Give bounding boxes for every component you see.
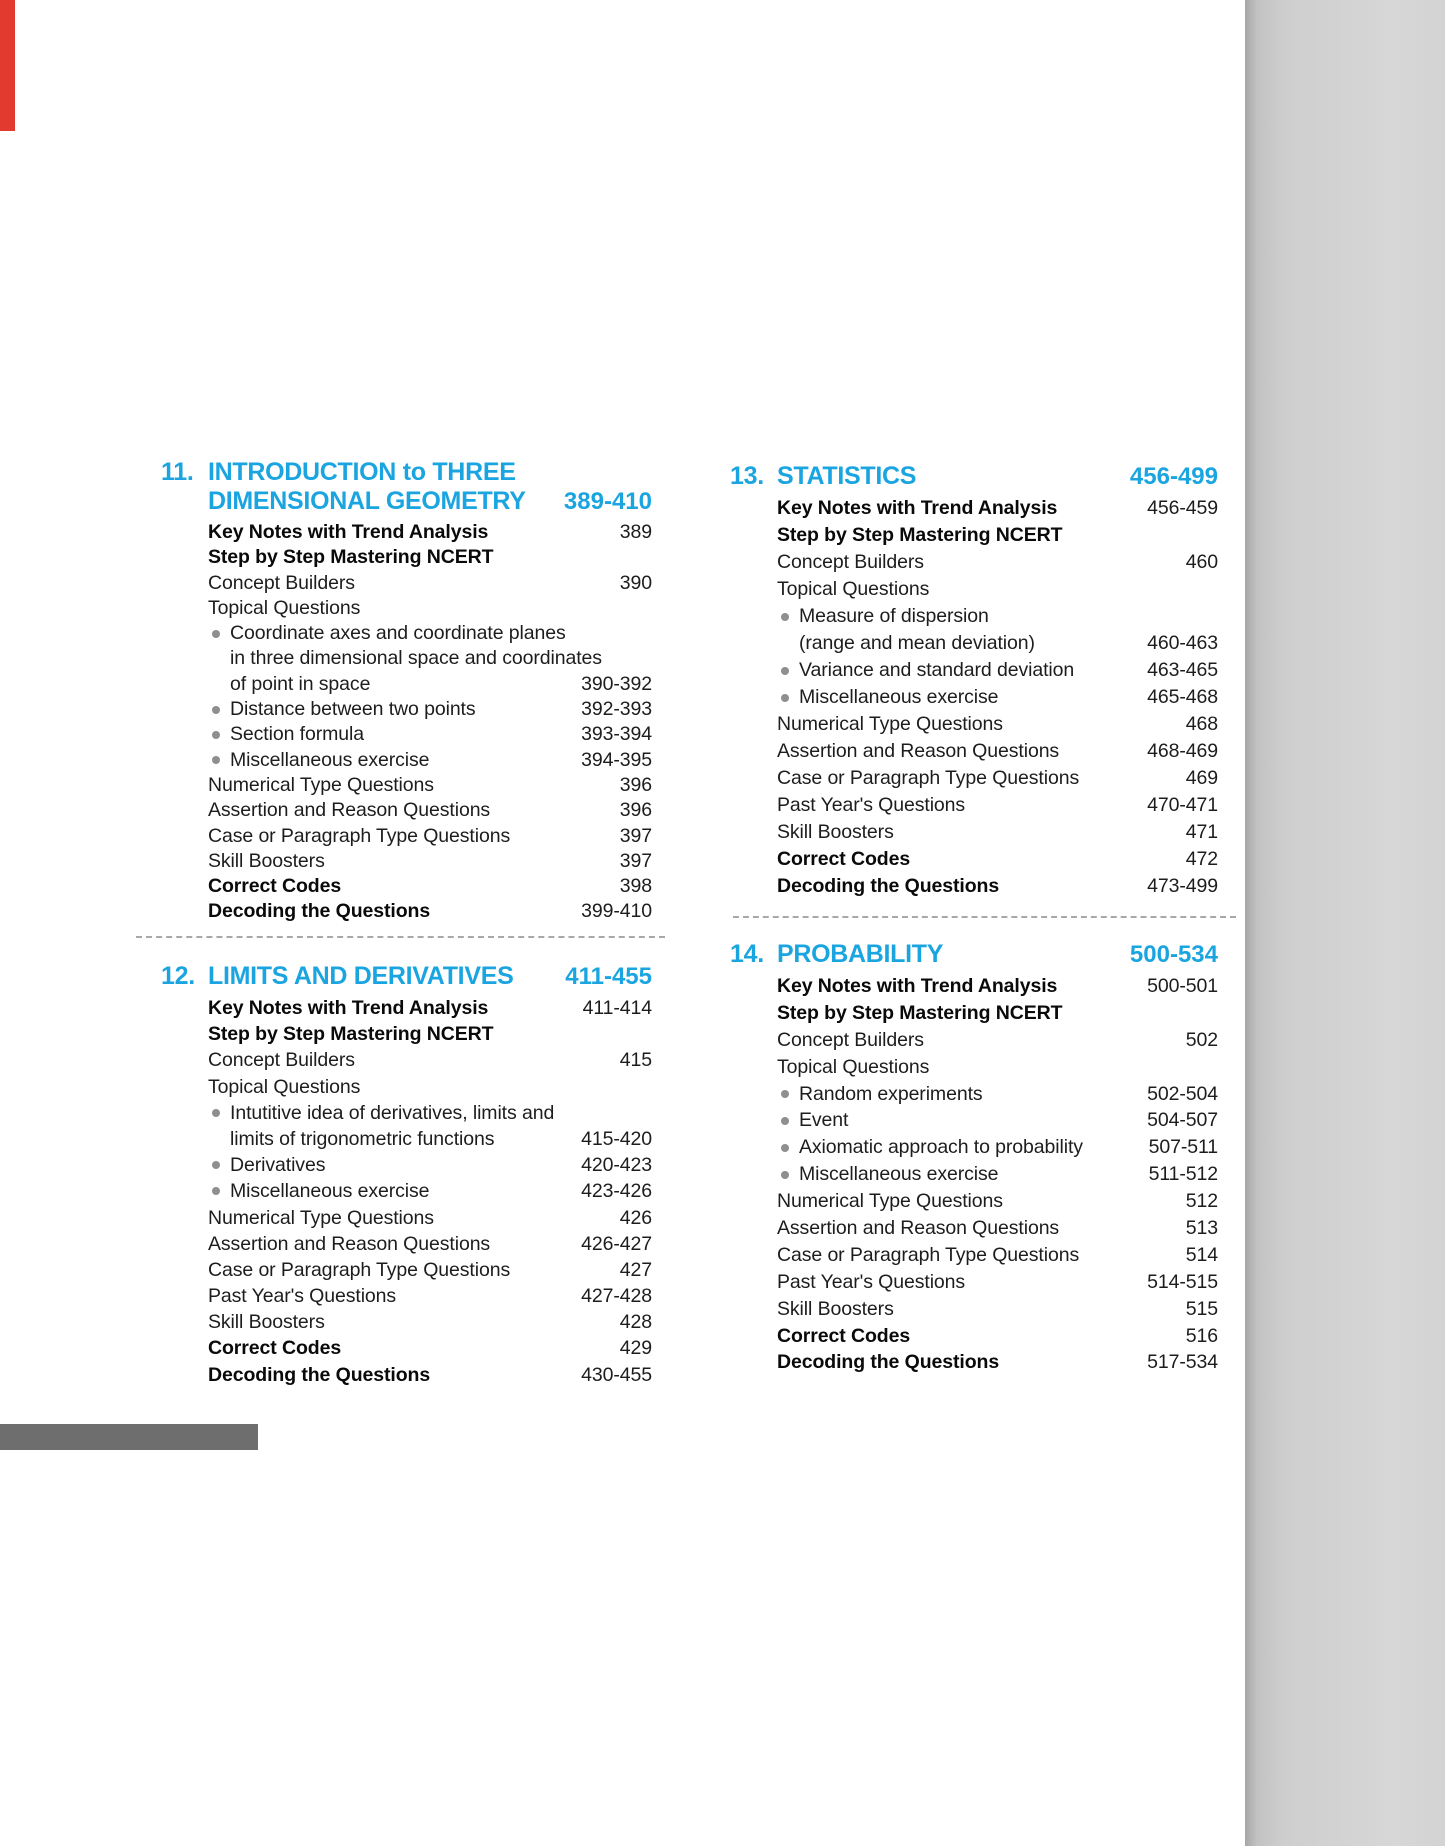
- footer-bar: [0, 1424, 258, 1450]
- bullet-icon: [212, 630, 220, 638]
- entry-label: Assertion and Reason Questions: [777, 1217, 1060, 1240]
- entry-page-numbers: 389: [619, 521, 652, 543]
- chapter-title-line: INTRODUCTION to THREE: [208, 458, 516, 486]
- toc-entry-row: [729, 1027, 1218, 1054]
- chapter-page-range: 389-410: [563, 488, 652, 515]
- toc-entry-row: [729, 1323, 1218, 1350]
- entry-page-numbers: 423-426: [581, 1180, 652, 1203]
- toc-entry-row: [160, 1257, 652, 1283]
- entry-page-numbers: 430-455: [581, 1363, 652, 1386]
- entry-label: Step by Step Mastering NCERT: [777, 524, 1063, 546]
- entry-label: Event: [777, 1107, 1218, 1134]
- entry-page-numbers: 471: [1185, 821, 1218, 843]
- toc-entry-row: [160, 1231, 652, 1257]
- entry-label: Key Notes with Trend Analysis: [777, 975, 1058, 997]
- chapter-block: [160, 962, 652, 1388]
- chapter-page-range: 500-534: [1129, 941, 1218, 968]
- entry-label: of point in space: [230, 672, 371, 695]
- entry-label: Miscellaneous exercise: [777, 684, 1218, 711]
- toc-entry-row: [160, 798, 652, 823]
- entry-label: Numerical Type Questions: [208, 773, 434, 796]
- toc-entry-row: [160, 1152, 652, 1178]
- toc-entry-row: [160, 596, 652, 621]
- entry-label: Miscellaneous exercise: [777, 1161, 1218, 1188]
- entry-page-numbers: 398: [619, 875, 652, 898]
- chapter-entries: [160, 995, 652, 1388]
- entry-page-numbers: 514-515: [1147, 1270, 1218, 1293]
- entry-label: Numerical Type Questions: [777, 713, 1003, 735]
- bullet-icon: [212, 706, 220, 714]
- entry-label: Decoding the Questions: [777, 1351, 1000, 1374]
- entry-label: Variance and standard deviation: [777, 657, 1218, 684]
- bullet-icon: [781, 1171, 789, 1179]
- chapter-title-line: STATISTICS: [777, 462, 917, 490]
- entry-label: Section formula: [208, 722, 652, 747]
- chapter-entries: [729, 973, 1218, 1376]
- bullet-icon: [212, 1161, 220, 1169]
- bullet-icon: [212, 731, 220, 739]
- toc-entry-row: [729, 603, 1218, 630]
- toc-entry-row: [160, 849, 652, 874]
- chapter-block: [729, 462, 1218, 900]
- entry-label: Concept Builders: [777, 1028, 924, 1051]
- bullet-icon: [781, 667, 789, 675]
- entry-label: Miscellaneous exercise: [208, 1178, 652, 1204]
- toc-entry-row: [729, 495, 1218, 522]
- toc-entry-row: [729, 657, 1218, 684]
- entry-page-numbers: 463-465: [1147, 659, 1218, 681]
- toc-entry-row: [729, 819, 1218, 846]
- entry-page-numbers: 390: [619, 571, 652, 594]
- toc-entry-row: [160, 646, 652, 671]
- entry-label: Step by Step Mastering NCERT: [777, 1001, 1063, 1024]
- entry-page-numbers: 396: [619, 799, 652, 822]
- toc-entry-row: [729, 738, 1218, 765]
- entry-page-numbers: 415-420: [581, 1127, 652, 1150]
- toc-entry-row: [160, 672, 652, 697]
- chapter-block: [160, 458, 652, 925]
- entry-label: Axiomatic approach to probability: [777, 1134, 1218, 1161]
- toc-entry-row: [160, 520, 652, 545]
- entry-label: Decoding the Questions: [208, 900, 431, 923]
- entry-label: Key Notes with Trend Analysis: [208, 997, 489, 1019]
- toc-entry-row: [160, 1205, 652, 1231]
- entry-page-numbers: 397: [619, 824, 652, 847]
- entry-page-numbers: 397: [619, 849, 652, 872]
- bullet-icon: [212, 756, 220, 764]
- entry-label: Skill Boosters: [208, 1311, 325, 1334]
- entry-label: Concept Builders: [208, 1049, 355, 1072]
- toc-entry-row: [729, 1269, 1218, 1296]
- entry-label: Case or Paragraph Type Questions: [208, 824, 511, 847]
- toc-entry-row: [160, 1335, 652, 1361]
- entry-label: Key Notes with Trend Analysis: [208, 521, 489, 543]
- toc-entry-row: [729, 1081, 1218, 1108]
- toc-entry-row: [729, 1000, 1218, 1027]
- toc-entry-row: [160, 571, 652, 596]
- entry-label: Assertion and Reason Questions: [208, 1232, 491, 1255]
- toc-entry-row: [729, 1134, 1218, 1161]
- entry-page-numbers: 392-393: [581, 698, 652, 721]
- bullet-icon: [781, 1090, 789, 1098]
- toc-entry-row: [160, 722, 652, 747]
- entry-page-numbers: 468-469: [1147, 740, 1218, 762]
- entry-label: Intutitive idea of derivatives, limits and: [208, 1100, 652, 1126]
- toc-entry-row: [160, 697, 652, 722]
- entry-page-numbers: 504-507: [1147, 1109, 1218, 1132]
- toc-entry-row: [729, 1296, 1218, 1323]
- entry-page-numbers: 460-463: [1147, 632, 1218, 654]
- toc-entry-row: [729, 549, 1218, 576]
- entry-label: Random experiments: [777, 1081, 1218, 1108]
- entry-label: Topical Questions: [777, 578, 930, 600]
- entry-label: Past Year's Questions: [208, 1285, 397, 1308]
- toc-entry-row: [729, 1161, 1218, 1188]
- chapter-entries: [160, 520, 652, 925]
- entry-label: Correct Codes: [208, 875, 342, 898]
- chapter-title-line: LIMITS AND DERIVATIVES: [208, 962, 514, 990]
- entry-page-numbers: 512: [1185, 1190, 1218, 1213]
- entry-page-numbers: 411-414: [582, 997, 652, 1019]
- entry-label: Miscellaneous exercise: [208, 748, 652, 773]
- toc-entry-row: [160, 748, 652, 773]
- entry-label: (range and mean deviation): [799, 632, 1035, 654]
- entry-label: Decoding the Questions: [777, 875, 1000, 897]
- toc-entry-row: [729, 1107, 1218, 1134]
- entry-label: Past Year's Questions: [777, 794, 966, 816]
- toc-entry-row: [729, 765, 1218, 792]
- entry-label: Concept Builders: [208, 571, 355, 594]
- toc-entry-row: [160, 1021, 652, 1047]
- entry-label: Correct Codes: [777, 1324, 911, 1347]
- entry-page-numbers: 427: [619, 1258, 652, 1281]
- toc-entry-row: [160, 1100, 652, 1126]
- entry-page-numbers: 426-427: [581, 1232, 652, 1255]
- entry-label: Topical Questions: [208, 596, 361, 619]
- entry-page-numbers: 390-392: [581, 672, 652, 695]
- entry-label: Coordinate axes and coordinate planes: [208, 621, 652, 646]
- entry-page-numbers: 469: [1185, 767, 1218, 789]
- chapter-block: [729, 940, 1218, 1376]
- entry-page-numbers: 456-459: [1147, 497, 1218, 519]
- chapter-number: 14.: [730, 940, 764, 968]
- entry-label: Correct Codes: [777, 848, 911, 870]
- entry-label: Concept Builders: [777, 551, 924, 573]
- toc-entry-row: [160, 1283, 652, 1309]
- entry-label: Correct Codes: [208, 1337, 342, 1360]
- toc-entry-row: [160, 874, 652, 899]
- entry-label: Assertion and Reason Questions: [208, 799, 491, 822]
- toc-entry-row: [729, 873, 1218, 900]
- entry-label: limits of trigonometric functions: [230, 1127, 495, 1150]
- bullet-icon: [781, 1144, 789, 1152]
- entry-label: Topical Questions: [777, 1055, 930, 1078]
- toc-entry-row: [729, 630, 1218, 657]
- entry-label: Step by Step Mastering NCERT: [208, 546, 494, 569]
- chapter-title-line: DIMENSIONAL GEOMETRY: [208, 487, 526, 515]
- entry-page-numbers: 396: [619, 773, 652, 796]
- toc-entry-row: [160, 1362, 652, 1388]
- entry-page-numbers: 428: [619, 1311, 652, 1334]
- bullet-icon: [212, 1187, 220, 1195]
- chapter-number: 12.: [161, 962, 195, 990]
- toc-entry-row: [160, 1309, 652, 1335]
- bullet-icon: [781, 1117, 789, 1125]
- chapter-title-row: [160, 962, 652, 991]
- entry-label: Distance between two points: [208, 697, 652, 722]
- entry-page-numbers: 465-468: [1147, 686, 1218, 708]
- entry-label: Numerical Type Questions: [208, 1206, 434, 1229]
- entry-page-numbers: 394-395: [581, 748, 652, 771]
- toc-entry-row: [160, 1178, 652, 1204]
- toc-entry-row: [729, 1188, 1218, 1215]
- column-separator: [136, 936, 665, 938]
- toc-entry-row: [729, 1054, 1218, 1081]
- entry-label: Key Notes with Trend Analysis: [777, 497, 1058, 519]
- toc-entry-row: [160, 1047, 652, 1073]
- toc-entry-row: [729, 1215, 1218, 1242]
- chapter-title-row: [160, 458, 652, 487]
- toc-entry-row: [729, 576, 1218, 603]
- entry-label: Case or Paragraph Type Questions: [208, 1258, 511, 1281]
- entry-label: Measure of dispersion: [777, 603, 1218, 630]
- corner-accent-bar: [0, 0, 15, 131]
- entry-page-numbers: 507-511: [1148, 1136, 1218, 1159]
- chapter-number: 11.: [161, 458, 194, 486]
- entry-page-numbers: 502: [1185, 1028, 1218, 1051]
- entry-page-numbers: 515: [1185, 1297, 1218, 1320]
- entry-label: Assertion and Reason Questions: [777, 740, 1060, 762]
- toc-entry-row: [729, 846, 1218, 873]
- entry-label: Skill Boosters: [777, 1297, 894, 1320]
- toc-entry-row: [729, 684, 1218, 711]
- bullet-icon: [781, 613, 789, 621]
- entry-label: Numerical Type Questions: [777, 1190, 1003, 1213]
- entry-page-numbers: 468: [1185, 713, 1218, 735]
- entry-label: Step by Step Mastering NCERT: [208, 1023, 494, 1046]
- entry-page-numbers: 511-512: [1148, 1163, 1218, 1186]
- entry-label: Decoding the Questions: [208, 1363, 431, 1386]
- entry-page-numbers: 429: [619, 1337, 652, 1360]
- entry-label: Case or Paragraph Type Questions: [777, 1243, 1080, 1266]
- entry-label: Skill Boosters: [777, 821, 894, 843]
- toc-entry-row: [729, 973, 1218, 1000]
- toc-entry-row: [160, 1126, 652, 1152]
- toc-entry-row: [160, 995, 652, 1021]
- entry-page-numbers: 473-499: [1147, 875, 1218, 897]
- entry-page-numbers: 393-394: [581, 723, 652, 746]
- toc-entry-row: [160, 1074, 652, 1100]
- entry-label: Derivatives: [208, 1152, 652, 1178]
- entry-page-numbers: 514: [1185, 1243, 1218, 1266]
- chapter-number: 13.: [730, 462, 764, 490]
- toc-entry-row: [160, 621, 652, 646]
- entry-label: Topical Questions: [208, 1075, 361, 1098]
- entry-page-numbers: 472: [1185, 848, 1218, 870]
- entry-page-numbers: 420-423: [581, 1154, 652, 1177]
- entry-page-numbers: 513: [1185, 1217, 1218, 1240]
- toc-entry-row: [729, 522, 1218, 549]
- entry-label: in three dimensional space and coordinates: [230, 647, 602, 670]
- entry-page-numbers: 516: [1185, 1324, 1218, 1347]
- chapter-title-line: PROBABILITY: [777, 940, 944, 968]
- bullet-icon: [781, 694, 789, 702]
- toc-entry-row: [729, 711, 1218, 738]
- toc-entry-row: [729, 792, 1218, 819]
- entry-label: Skill Boosters: [208, 849, 325, 872]
- entry-page-numbers: 470-471: [1147, 794, 1218, 816]
- entry-page-numbers: 427-428: [581, 1285, 652, 1308]
- toc-entry-row: [160, 824, 652, 849]
- entry-page-numbers: 415: [619, 1049, 652, 1072]
- bullet-icon: [212, 1109, 220, 1117]
- toc-entry-row: [160, 899, 652, 924]
- column-separator: [733, 916, 1236, 918]
- chapter-title-row: [160, 487, 652, 516]
- entry-page-numbers: 426: [619, 1206, 652, 1229]
- entry-page-numbers: 399-410: [581, 900, 652, 923]
- entry-label: Past Year's Questions: [777, 1270, 966, 1293]
- entry-page-numbers: 502-504: [1147, 1082, 1218, 1105]
- toc-entry-row: [160, 773, 652, 798]
- chapter-title-row: [729, 940, 1218, 969]
- toc-entry-row: [729, 1242, 1218, 1269]
- toc-entry-row: [729, 1349, 1218, 1376]
- chapter-page-range: 411-455: [565, 963, 652, 990]
- entry-page-numbers: 460: [1185, 551, 1218, 573]
- page-edge-shading: [1245, 0, 1445, 1846]
- toc-entry-row: [160, 545, 652, 570]
- chapter-entries: [729, 495, 1218, 900]
- entry-page-numbers: 517-534: [1147, 1351, 1218, 1374]
- chapter-title-row: [729, 462, 1218, 491]
- entry-label: Case or Paragraph Type Questions: [777, 767, 1080, 789]
- chapter-page-range: 456-499: [1129, 463, 1218, 490]
- entry-page-numbers: 500-501: [1147, 975, 1218, 997]
